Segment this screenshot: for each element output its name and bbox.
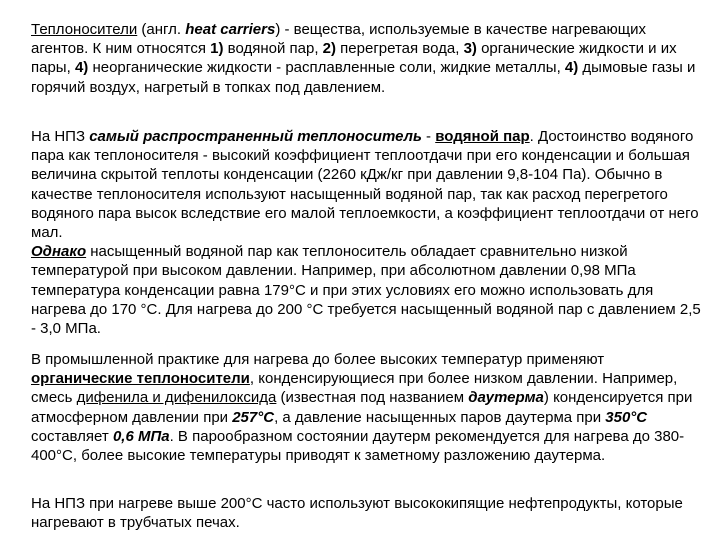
value-temp-257: 257°С [232, 408, 275, 426]
term-organic-heat-carriers: органические теплоносители [31, 370, 250, 388]
text-run: составляет [31, 427, 113, 445]
paragraph-oil-products [31, 494, 707, 532]
text-run: На НПЗ при нагреве выше 200°С часто используют высококипящие нефтепродукты, которые нагревают в трубчатых печах. [31, 495, 683, 532]
text-run: - [421, 128, 436, 145]
text-run: , а давление насыщенных паров даутерма при [274, 408, 606, 426]
text-run: На НПЗ [31, 128, 90, 145]
text-run: водяной пар, [223, 40, 323, 58]
emphasis-however: Однако [31, 243, 87, 261]
text-run: (известная под названием [276, 389, 469, 407]
text-run: (англ. [137, 21, 186, 38]
text-run: органические жидкости и их пары, [31, 40, 677, 77]
text-run: ) конденсируется при атмосферном давлении при [31, 389, 693, 426]
list-number-1: 1) [210, 40, 224, 58]
term-diphenyl: дифенила и дифенилоксида [76, 389, 277, 407]
list-number-3: 3) [463, 40, 477, 58]
text-run: В промышленной практике для нагрева до более высоких температур применяют [31, 351, 605, 368]
term-heat-carriers: Теплоносители [31, 21, 138, 38]
text-run: перегретая вода, [336, 40, 464, 58]
term-dowtherm: даутерма [468, 389, 544, 407]
paragraph-organic [31, 350, 707, 465]
value-pressure: 0,6 МПа [112, 427, 170, 445]
text-run: насыщенный водяной пар как теплоноситель обладает сравнительно низкой температурой при высоком давлении. Например, при абсолютном давлении 0,98 МПа температура конденсации равна 179°С и при этих условиях его можно использовать для нагрева до 170 °С. Для нагрева до 200 °С требуется насыщенный водяной пар с давлением 2,5 - 3,0 МПа. [31, 243, 701, 338]
text-run: ) - вещества, используемые в качестве нагревающих агентов. К ним относятся [31, 21, 646, 58]
list-number-5: 4) [564, 59, 579, 77]
value-temp-350: 350°С [605, 408, 648, 426]
text-run: дымовые газы и горячий воздух, нагретый в топках под давлением. [31, 59, 696, 96]
term-water-steam: водяной пар [435, 128, 530, 145]
text-run: . В парообразном состоянии даутерм рекомендуется для нагрева до 380-400°С, более высокие температуры приводят к заметному разложению даутерма. [31, 427, 685, 465]
paragraph-steam [31, 127, 707, 338]
emphasis-most-common: самый распространенный теплоноситель [89, 128, 422, 145]
list-number-4: 4) [74, 59, 89, 77]
text-run: . Достоинство водяного пара как теплоносителя - высокий коэффициент теплоотдачи при его конденсации и большая величина скрытой теплоты конденсации (2260 кДж/кг при давлении 9,8-104 Па). Обычно в качестве теплоносителя используют насыщенный водяной пар, так как расход перегретого водяного пара высок вследствие его малой теплоемкости, а коэффициент теплоотдачи от него мал. [31, 128, 699, 242]
english-term: heat carriers [185, 21, 276, 38]
list-number-2: 2) [322, 40, 336, 58]
text-run: , конденсирующиеся при более низком давлении. Например, смесь [31, 370, 678, 407]
paragraph-definition [31, 20, 707, 97]
text-run: неорганические жидкости - расплавленные соли, жидкие металлы, [88, 59, 565, 77]
